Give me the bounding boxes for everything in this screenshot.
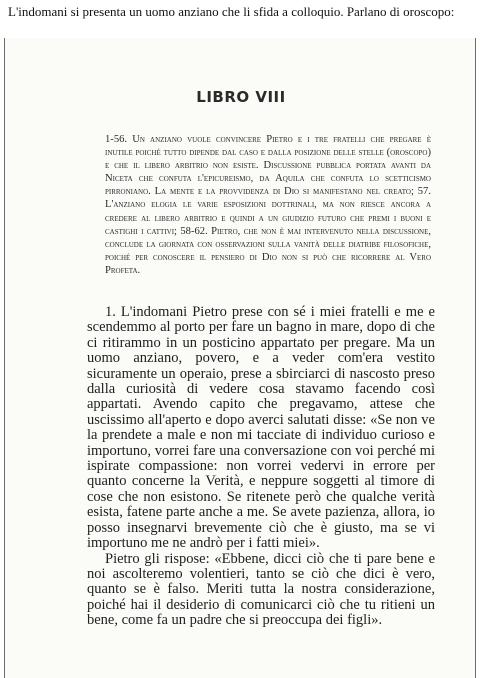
paragraph-1: 1. L'indomani Pietro prese con sé i miei fratelli e me e scendemmo al porto per fare un bagno in mare, dopo di che ci ritirammo in un posticino appartato per pregare. Ma un uomo anziano, povero, e a veder com'era vestito sicuramente un operaio, prese a sbirciarci di nascosto preso dalla curiosità di vedere cosa stavamo facendo così appartati. Avendo capito che pregavamo, attese che uscissimo all'aperto e dopo averci salutati disse: «Se non ve la prendete a male e non mi tacciate di individuo curioso e importuno, vorrei fare una conversazione con voi perché mi ispirate compassione: non vorrei vedervi in errore per quanto concerne la Verità, e neppure soggetti al timore di cose che non esistono. Se ritenete però che qualche verità esista, fatene parte anche a me. Se avete pazienza, allora, io posso insegnarvi brevemente ciò che è giusto, ma se vi importuno me ne andrò per i fatti miei». <box>87 304 435 552</box>
summary-text: 1-56. Un anziano vuole convincere Pietro e i tre fratelli che pregare è inutile poiché tutto dipende dal caso e dalla posizione delle stelle (oroscopo) e che il libero arbitrio non esiste. Discussione pubblica portata avanti da Niceta che confuta l'epicureismo, da Aquila che confuta lo scetticismo pirroniano. La mente e la provvidenza di Dio si manifestano nel creato; 57. L'anziano elogia le varie esposizioni dottrinali, ma non riesce ancora a credere al libero arbitrio e quindi a un giudizio futuro che premi i buoni e castighi i cattivi; 58-62. Pietro, che non è mai intervenuto nella discussione, conclude la giornata con osservazioni sulla vanità delle diatribe filosofiche, poiché per conoscere il pensiero di Dio non si può che ricorrere al Vero Profeta. <box>105 134 431 276</box>
book-title: LIBRO VIII <box>196 88 286 106</box>
paragraph-2: Pietro gli rispose: «Ebbene, dicci ciò che ti pare bene e noi ascolteremo volentieri, tanto se ciò che dici è vero, quanto se è falso. Meriti tutta la nostra considerazione, poiché hai il desiderio di comunicarci ciò che tu ritieni un bene, come fa un padre che si preoccupa dei figli». <box>87 550 435 629</box>
body-text <box>87 305 435 629</box>
caption-text: L'indomani si presenta un uomo anziano che li sfida a colloquio. Parlano di oroscopo: <box>8 4 455 19</box>
chapter-summary <box>91 133 431 277</box>
book-page <box>4 38 476 678</box>
